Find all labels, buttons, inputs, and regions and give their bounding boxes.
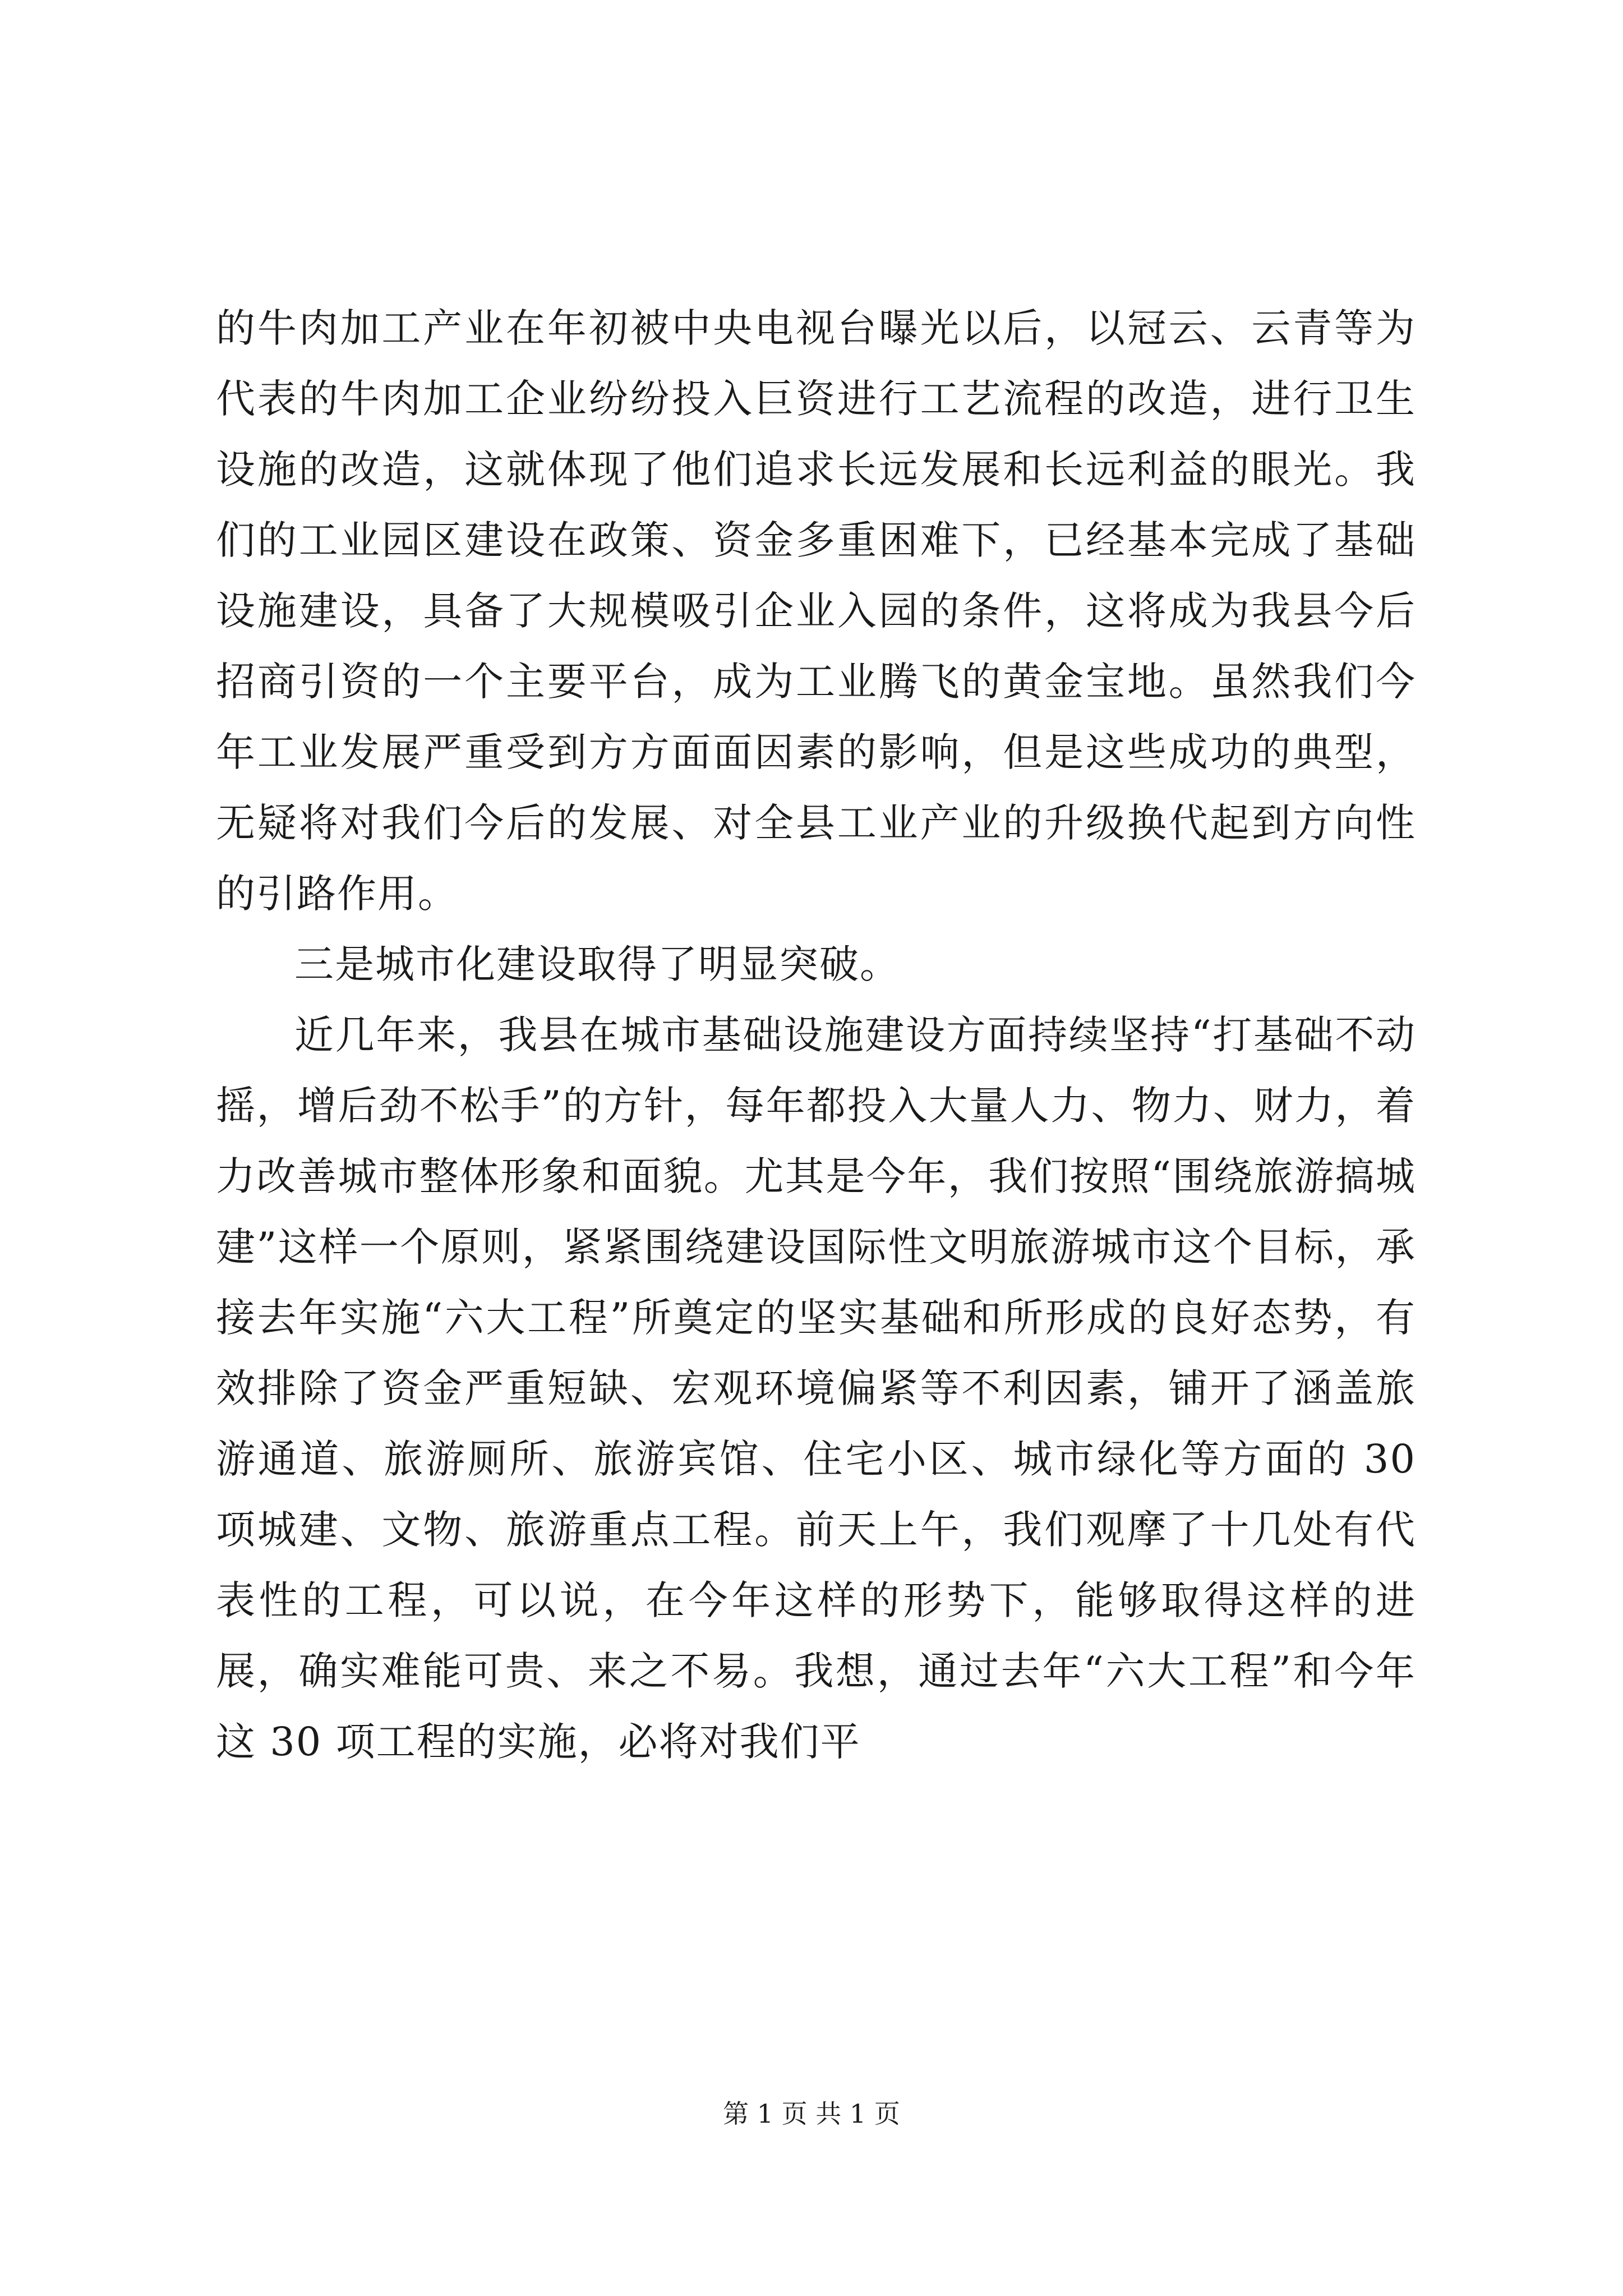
document-body (216, 293, 1416, 1777)
paragraph-2-heading: 三是城市化建设取得了明显突破。 (294, 941, 900, 987)
paragraph-1: 的牛肉加工产业在年初被中央电视台曝光以后，以冠云、云青等为代表的牛肉加工企业纷纷投入巨资进行工艺流程的改造，进行卫生设施的改造，这就体现了他们追求长远发展和长远利益的眼光。我们的工业园区建设在政策、资金多重困难下，已经基本完成了基础设施建设，具备了大规模吸引企业入园的条件，这将成为我县今后招商引资的一个主要平台，成为工业腾飞的黄金宝地。虽然我们今年工业发展严重受到方方面面因素的影响，但是这些成功的典型，无疑将对我们今后的发展、对全县工业产业的升级换代起到方向性的引路作用。 (216, 305, 1416, 917)
paragraph-3: 近几年来，我县在城市基础设施建设方面持续坚持“打基础不动摇，增后劲不松手”的方针，每年都投入大量人力、物力、财力，着力改善城市整体形象和面貌。尤其是今年，我们按照“围绕旅游搞城建”这样一个原则，紧紧围绕建设国际性文明旅游城市这个目标，承接去年实施“六大工程”所奠定的坚实基础和所形成的良好态势，有效排除了资金严重短缺、宏观环境偏紧等不利因素，铺开了涵盖旅游通道、旅游厕所、旅游宾馆、住宅小区、城市绿化等方面的 30 项城建、文物、旅游重点工程。前天上午，我们观摩了十几处有代表性的工程，可以说，在今年这样的形势下，能够取得这样的进展，确实难能可贵、来之不易。我想，通过去年“六大工程”和今年这 30 项工程的实施，必将对我们平 (216, 1012, 1416, 1765)
page-footer: 第 1 页 共 1 页 (723, 2099, 900, 2129)
